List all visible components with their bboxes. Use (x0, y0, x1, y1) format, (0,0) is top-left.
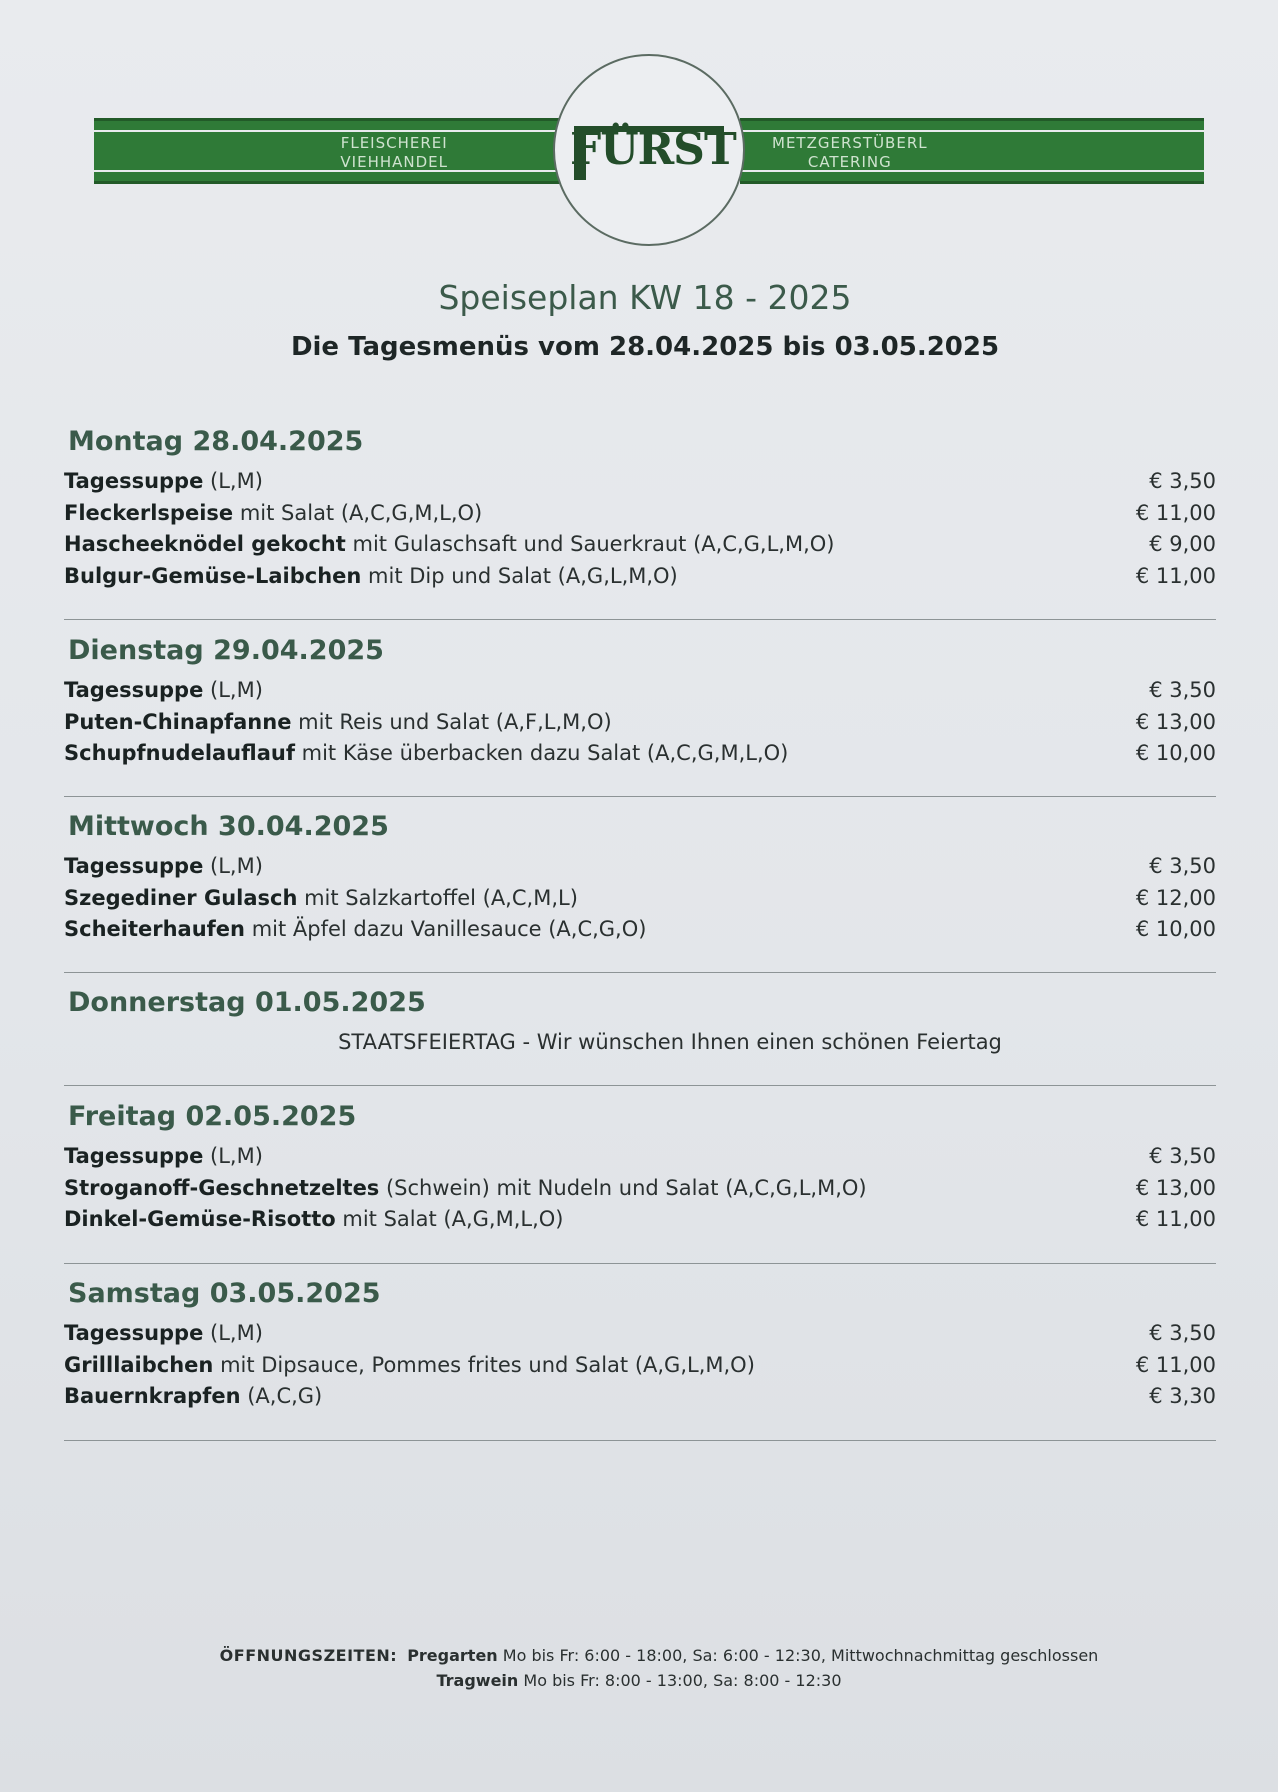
page-subtitle: Die Tagesmenüs vom 28.04.2025 bis 03.05.2025 (290, 332, 1000, 362)
menu-item (64, 501, 1216, 533)
day-heading: Mittwoch 30.04.2025 (68, 811, 389, 842)
dish-desc: mit Äpfel dazu Vanillesauce (A,C,G,O) (245, 917, 647, 941)
menu-item (64, 469, 1216, 501)
dish-desc: (L,M) (203, 1144, 263, 1168)
dish-name: Szegediner Gulasch (64, 885, 298, 910)
price: € 13,00 (1135, 1175, 1216, 1200)
menu-item (64, 741, 1216, 773)
hours-pregarten: Mo bis Fr: 6:00 - 18:00, Sa: 6:00 - 12:30, Mittwochnachmittag geschlossen (497, 1646, 1099, 1665)
day-section-monday (64, 426, 1216, 595)
dish-name: Tagessuppe (64, 469, 204, 493)
dish-desc: mit Salat (A,G,M,L,O) (335, 1207, 564, 1231)
price: € 10,00 (1135, 917, 1216, 941)
price: € 11,00 (1135, 563, 1216, 588)
price: € 3,50 (1149, 678, 1216, 702)
dish-name: Bauernkrapfen (64, 1384, 241, 1408)
price: € 13,00 (1135, 709, 1216, 734)
price: € 11,00 (1135, 1207, 1216, 1231)
price: € 12,00 (1135, 885, 1216, 910)
day-section-tuesday (64, 635, 1216, 773)
dish-name: Tagessuppe (64, 854, 204, 878)
divider (64, 1263, 1216, 1264)
day-heading: Montag 28.04.2025 (68, 426, 364, 457)
divider (64, 1085, 1216, 1086)
opening-hours (0, 1643, 1278, 1693)
opening-hours-label: ÖFFNUNGSZEITEN: (219, 1646, 398, 1665)
dish-desc: (Schwein) mit Nudeln und Salat (A,C,G,L,M,O) (379, 1175, 867, 1200)
logo-word: FÜRST (570, 124, 736, 175)
menu-item (64, 564, 1216, 596)
header-left-line2: VIEHHANDEL (340, 153, 448, 171)
dish-name: Hascheeknödel gekocht (64, 532, 346, 556)
dish-desc: mit Gulaschsaft und Sauerkraut (A,C,G,L,M,O) (345, 532, 835, 556)
dish-name: Tagessuppe (64, 678, 204, 702)
dish-desc: mit Dipsauce, Pommes frites und Salat (A,G,L,M,O) (213, 1352, 755, 1377)
location-pregarten: Pregarten (407, 1646, 498, 1665)
day-heading: Samstag 03.05.2025 (68, 1278, 381, 1309)
menu-item (64, 1384, 1216, 1416)
divider (64, 972, 1216, 973)
menu-item (64, 1321, 1216, 1353)
price: € 10,00 (1135, 741, 1216, 765)
divider (64, 619, 1216, 620)
price: € 3,50 (1149, 1321, 1216, 1345)
day-section-wednesday (64, 811, 1216, 949)
dish-name: Grilllaibchen (64, 1352, 214, 1377)
day-heading: Freitag 02.05.2025 (68, 1101, 357, 1132)
dish-desc: (A,C,G) (240, 1384, 323, 1408)
price: € 11,00 (1135, 1352, 1216, 1377)
price: € 3,50 (1149, 469, 1216, 493)
menu-item (64, 1176, 1216, 1208)
menu-item (64, 1353, 1216, 1385)
dish-name: Stroganoff-Geschnetzeltes (64, 1175, 380, 1200)
day-section-friday (64, 1101, 1216, 1239)
holiday-note: STAATSFEIERTAG - Wir wünschen Ihnen einen schönen Feiertag (338, 1030, 1002, 1054)
dish-desc: (L,M) (203, 854, 263, 878)
menu-item (64, 1144, 1216, 1176)
dish-name: Fleckerlspeise (64, 500, 234, 525)
dish-name: Tagessuppe (64, 1321, 204, 1345)
menu-item (64, 678, 1216, 710)
header-band-left (94, 118, 560, 184)
dish-desc: mit Reis und Salat (A,F,L,M,O) (291, 709, 612, 734)
menu-item (64, 917, 1216, 949)
menu-item (64, 710, 1216, 742)
header-left-line1: FLEISCHEREI (340, 134, 448, 152)
header-right-line1: METZGERSTÜBERL (772, 134, 928, 152)
dish-desc: mit Käse überbacken dazu Salat (A,C,G,M,L,O) (294, 741, 789, 765)
hours-tragwein: Mo bis Fr: 8:00 - 13:00, Sa: 8:00 - 12:30 (518, 1671, 842, 1690)
dish-desc: mit Salat (A,C,G,M,L,O) (233, 500, 483, 525)
menu-item (64, 1207, 1216, 1239)
dish-name: Scheiterhaufen (64, 917, 246, 941)
dish-name: Bulgur-Gemüse-Laibchen (64, 563, 362, 588)
day-heading: Donnerstag 01.05.2025 (68, 987, 426, 1018)
menu-item (64, 886, 1216, 918)
divider (64, 796, 1216, 797)
location-tragwein: Tragwein (436, 1671, 519, 1690)
menu-item (64, 532, 1216, 564)
price: € 11,00 (1135, 500, 1216, 525)
dish-desc: mit Salzkartoffel (A,C,M,L) (297, 885, 578, 910)
day-section-thursday (64, 987, 1216, 1054)
price: € 3,50 (1149, 1144, 1216, 1168)
dish-desc: (L,M) (203, 469, 263, 493)
header-right-line2: CATERING (807, 153, 892, 171)
dish-name: Dinkel-Gemüse-Risotto (64, 1207, 336, 1231)
dish-desc: (L,M) (203, 678, 263, 702)
price: € 9,00 (1149, 532, 1216, 556)
dish-desc: (L,M) (203, 1321, 263, 1345)
day-section-saturday (64, 1278, 1216, 1416)
header-band-right (740, 118, 1204, 184)
dish-name: Puten-Chinapfanne (64, 709, 292, 734)
divider (64, 1440, 1216, 1441)
day-heading: Dienstag 29.04.2025 (68, 635, 384, 666)
price: € 3,50 (1149, 854, 1216, 878)
dish-name: Schupfnudelauflauf (64, 741, 295, 765)
menu-item (64, 854, 1216, 886)
price: € 3,30 (1149, 1384, 1216, 1408)
dish-name: Tagessuppe (64, 1144, 204, 1168)
page-title: Speiseplan KW 18 - 2025 (438, 278, 852, 317)
dish-desc: mit Dip und Salat (A,G,L,M,O) (361, 563, 678, 588)
